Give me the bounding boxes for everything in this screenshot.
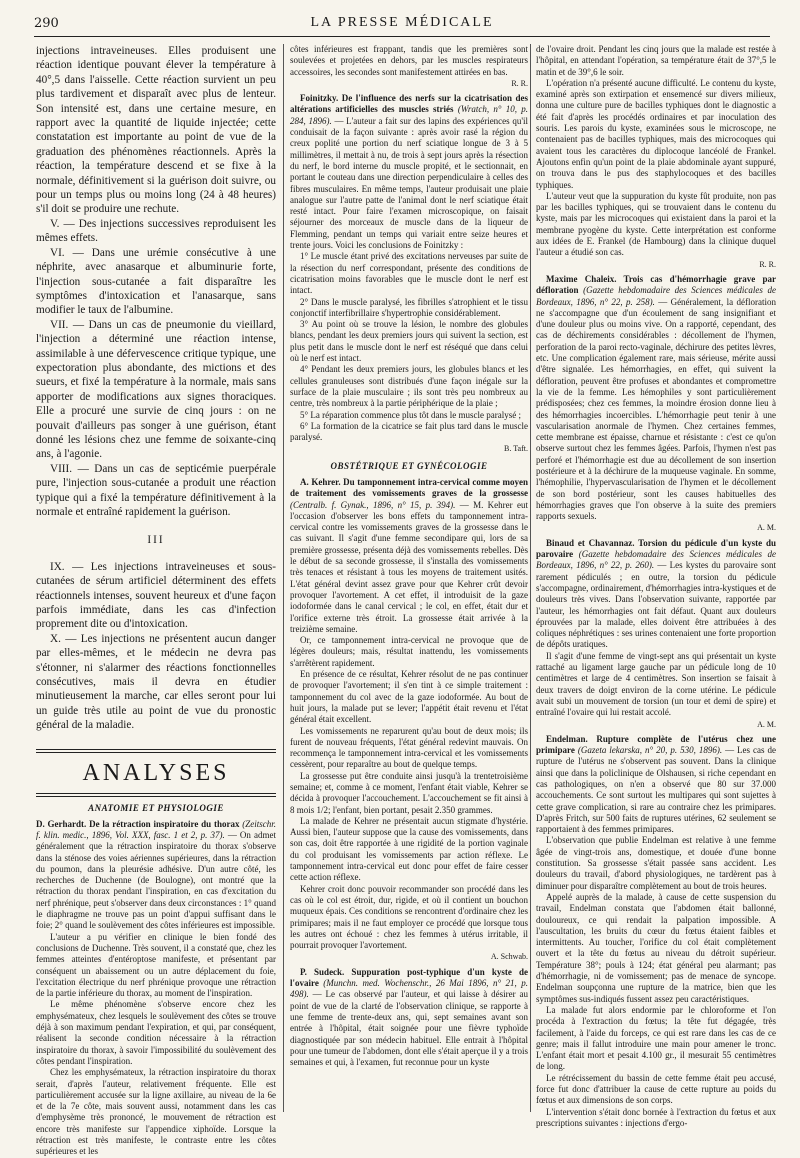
article-title: Binaud et Chavannaz. Torsion du pédicule d'un kyste du parovaire	[536, 537, 776, 560]
article-text: — M. Kehrer eut l'occasion d'observer les bons effets du tamponnement intra-cervical contre les vomissements graves de la grossesse dans le cas suivant. Il s'agit d'une femme secondipare qui, lors de sa première grossesse, présenta déjà des vomissements rebelles. Dès le début de sa seconde grossesse, il s'installa des vomissements très tenaces et résistant à tous les moyens de traitement usités. L'état général devint assez grave pour que Kehrer crût devoir provoquer l'avortement. A cet effet, il introduisit de la gaze iodoformée dans le canal cervical ; le col, en effet, était dur et l'orifice externe très étroit. La grossesse était arrivée à la treizième semaine.	[290, 499, 528, 634]
signature: R. R.	[759, 259, 776, 269]
article-source: (Munchn. med. Wochenschr., 26 Mai 1896, n° 21, p. 498).	[290, 978, 528, 1000]
signature: A. Schwab.	[490, 952, 528, 962]
article-text: — Les kystes du parovaire sont rarement pédiculés ; en outre, la torsion du pédicule s'accompagne, ordinairement, d'hémorrhagies intra-kystiques et de douleurs très vives. Dans l'observation suivante, rapportée par l'auteur, les hémorrhagies ont fait défaut. Quant aux douleurs éprouvées par la malade, elles doivent être attribuées à des coliques néphrétiques : ses urines contenaient une forte proportion de dépôts uratiques.	[536, 560, 776, 650]
paragraph: 6° La formation de la cicatrice se fait plus tard dans le muscle paralysé.	[290, 420, 528, 443]
column-divider	[530, 44, 531, 1112]
paragraph: La malade de Kehrer ne présentait aucun stigmate d'hystérie. Aussi bien, l'auteur suppose que la cause des vomissements, dans son cas, doit être rapportée à une rigidité de la portion vaginale du col produisant les vomissements par action réflexe. Le tamponnement intra-cervical eut donc pour effet de faire cesser cette action réflexe.	[290, 815, 528, 883]
article-intro	[536, 274, 776, 523]
paragraph: Il s'agit d'une femme de vingt-sept ans qui présentait un kyste rattaché au ligament large gauche par un pédicule long de 10 centimètres et large de 4 centimètres. Son insertion se faisait à deux travers de doigt environ de la corne utérine. Le pédicule avait subi un mouvement de torsion (un tour et demi de spire) et entraîné l'ovaire qui lui restait accolé.	[536, 650, 776, 718]
signature: R. R.	[511, 78, 528, 88]
article-text: — L'auteur a fait sur des lapins des expériences qu'il conduisait de la façon suivante : après avoir rasé la région du creux poplité une portion du nerf sciatique longue de 3 à 5 millimètres, il mettait à nu, de trois à sept jours après la résection du nerf, le bord interne du muscle propité, et le sectionnait, en portant le couteau dans une direction perpendiculaire à celles des fibres musculaires. En même temps, l'auteur produisait une plaie analogue sur l'autre patte de l'animal dont le nerf sciatique était resté intact. Pour faire l'examen microscopique, on faisait séjourner des morceaux de muscle dans de la liqueur de Flemming, pendant un temps qui variait entre seize heures et trente jours. Voici les conclusions de Foinitzky :	[290, 115, 529, 251]
paragraph: Les vomissements ne reparurent qu'au bout de deux mois; ils furent de nouveau fréquents, l'état général redevint mauvais. On recommença le tamponnement intra-cervical et les vomissements cessèrent, pour reparaître au bout de quelque temps.	[290, 725, 528, 770]
signature: A. M.	[757, 719, 776, 729]
article-intro	[290, 93, 528, 251]
article-title: Foinitzky. De l'influence des nerfs sur la cicatrisation des altérations artificielles des muscles striés	[290, 93, 528, 115]
article-text: — On admet généralement que la rétraction inspiratoire du thorax s'observe dans la sténose des voies aériennes supérieures, dans la rétraction du poumon, dans la pleurésie adhésive. D'un autre côté, les recherches de Duchenne (de Boulogne), ont montré que la rétraction du thorax pendant l'inspiration, en cas d'excitation du nerf phrénique, peut s'observer dans deux circonstances : 1° quand le diaphragme ne trouve pas un point d'appui suffisant dans le foie; 2° quand le soulèvement des côtes inférieures est impossible.	[36, 829, 277, 931]
article-text: — Généralement, la défloration ne s'accompagne que d'un écoulement de sang insignifiant et d'une douleur plus ou moins vive. On a rapporté, cependant, des cas de déchirements considérables : décollement de l'hymen, perforation de la paroi recto-vaginale, déchirure des petites lèvres, etc. Une complication également rare, mais sérieuse, mérite aussi d'être signalée. Les hémorrhagies, en effet, qui suivent la défloration, peuvent être profuses et abondantes et compromettre la vie de la femme. Les hémophiles y sont particulièrement prédisposées; chez ces femmes, la moindre érosion donne lieu à des hémorrhagies incoercibles. L'hémorrhagie peut tenir à une vascularisation anormale de l'hymen. Chez certaines femmes, cette membrane est épaisse, charnue et résistante : c'est ce qu'on observe surtout chez les femmes âgées. Parfois, l'hymen n'est pas perforé et l'hémorrhagie est due au décollement de son insertion postérieure et à la déchirure de la muqueuse vaginale. En somme, l'hémophilie, l'hypervascularisation de l'hymen et le décollement de son bord postérieur, sont les causes habituelles des hémorrhagies graves que l'on observe à la suite des premiers rapports sexuels.	[536, 296, 776, 522]
article-intro	[536, 734, 776, 836]
page-number: 290	[34, 16, 59, 31]
paragraph: Kehrer croit donc pouvoir recommander son procédé dans les cas où le col est étroit, dur, rigide, et où il contient un bouchon muqueux épais. Ces conditions se rencontrent d'ordinaire chez les primipares; mais il ne faut employer ce procédé que lorsque tous les autres ont échoué : chez les femmes à utérus irritable, il pourrait provoquer l'avortement.	[290, 883, 528, 951]
article-text: — Les cas de rupture de l'utérus ne s'observent pas souvent. Dans la clinique ainsi que dans la policlinique de Olshausen, si riche cependant en cas pathologiques, on n'en a observé que 80 sur 37.000 accouchements. Ce sont surtout les multipares qui sont sujettes à cette grave complication, si rare au contraire chez les primipares. D'après Fritch, sur 500 faits de ruptures utérines, 62 seulement se rapportaient à des femmes primipares.	[536, 745, 776, 835]
paragraph: Or, ce tamponnement intra-cervical ne provoque que de légères douleurs; mais, résultat inattendu, les vomissements s'arrêtèrent rapidement.	[290, 635, 528, 668]
paragraph: En présence de ce résultat, Kehrer résolut de ne pas continuer de provoquer l'avortement; il s'en tint à ce simple traitement : tamponnement du col avec de la gaze iodoformée. Au bout de huit jours, la malade put se lever; l'appétit était revenu et l'état général était excellent.	[290, 669, 528, 725]
paragraph: 4° Pendant les deux premiers jours, les globules blancs et les cellules granuleuses sont distribués d'une façon inégale sur la surface de la plaie musculaire ; ils sont très peu nombreux au centre, très nombreux à la partie périphérique de la plaie ;	[290, 364, 528, 409]
article-title: D. Gerhardt. De la rétraction inspiratoire du thorax	[36, 818, 240, 829]
paragraph: 5° La réparation commence plus tôt dans le muscle paralysé ;	[300, 409, 522, 420]
subsection-heading: ANATOMIE ET PHYSIOLOGIE	[88, 802, 224, 813]
paragraph: IX. — Les injections intraveineuses et sous-cutanées de sérum artificiel déterminent des effets réactionnels intenses, souvent heureux et d'une façon parfois immédiate, dans les cas d'infection proprement dite ou d'intoxication.	[36, 560, 276, 631]
paragraph: de l'ovaire droit. Pendant les cinq jours que la malade est restée à l'hôpital, en attendant l'opération, sa température était de 37°,5 le matin et de 39°,6 le soir.	[536, 44, 776, 77]
paragraph: côtes inférieures est frappant, tandis que les premières sont soulevées et projetées en dehors, par les muscles respirateurs accessoires, les secondes sont manifestement attirées en bas.	[290, 44, 528, 77]
paragraph: Appelé auprès de la malade, à cause de cette suspension du travail, Endelman constata que l'abdomen était ballonné, douloureux, ce qui rendait la palpation impossible. A l'auscultation, les bruits du cœur du fœtus étaient faibles et intermittents. Au toucher, l'orifice du col était complètement ouvert et la tête du fœtus au niveau du détroit supérieur. Température 38°; pouls à 124; état général peu alarmant; pas d'hémorrhagie, ni de vomissement; pas de menace de syncope. Endelman soupçonna une rupture de la matrice, bien que les symptômes sus-indiqués fussent assez peu caractéristiques.	[536, 891, 776, 1004]
paragraph: L'auteur a pu vérifier en clinique le bien fondé des conclusions de Duchenne. Très souvent, il a constaté que, chez les femmes atteintes d'entéroptose manifeste, et présentant par conséquent un abaissement ou un autre déplacement du foie, l'excitation électrique du nerf phrénique provoque une rétraction de la partie inférieure du thorax, au moment de l'inspiration.	[36, 931, 276, 999]
paragraph: L'opération n'a présenté aucune difficulté. Le contenu du kyste, examiné après son extirpation et ensemencé sur divers milieux, donna une culture pure de bacilles typhiques dont le diagnostic a été fait d'après les procédés ordinaires et par inoculation des souris. Les parois du kyste, examinées sous le microscope, ne contenaient pas de bacilles typhiques, mais des microcoques qui avaient tous les caractères du diplocoque lancéolé de Frankel. Ajoutons enfin qu'un point de la plaie abdominale ayant suppuré, on trouva dans le pus des staphylocoques et des bacilles typhiques.	[536, 77, 776, 190]
column-2	[290, 44, 528, 1112]
paragraph: 1° Le muscle étant privé des excitations nerveuses par suite de la résection du nerf correspondant, présente des conditions de cicatrisation moins favorables que le muscle dont le nerf est intact.	[290, 251, 528, 296]
article-source: (Centralb. f. Gynak., 1896, n° 15, p. 394).	[290, 499, 456, 510]
article-source: (Zeitschr. f. klin. medic., 1896, Vol. XXX, fasc. 1 et 2, p. 37).	[36, 818, 277, 840]
article-text: — Le cas observé par l'auteur, et qui laisse à désirer au point de vue de la clarté de l'observation clinique, se rapporte à une femme de trente-deux ans, qui, sept semaines avant son entrée à l'hôpital, était soignée pour une fièvre typhoïde diagnostiquée par son médecin habituel. Elle entrait à l'hôpital pour une tumeur de l'abdomen, dont elle s'était aperçue il y a trois semaines et qui, à l'examen, fut reconnue pour un kyste	[290, 989, 528, 1068]
column-divider	[283, 44, 284, 1112]
signature: B. Taft.	[504, 444, 528, 454]
column-1	[36, 44, 277, 1157]
article-intro	[290, 967, 528, 1069]
paragraph: X. — Les injections ne présentent aucun danger par elles-mêmes, et le médecin ne devra pas s'étonner, ni s'alarmer des réactions fonctionnelles consécutives, mais il devra en étudier minutieusement la marche, car elles seront pour lui un guide très utile au point de vue du pronostic général de la maladie.	[36, 632, 276, 732]
subsection-heading: OBSTÉTRIQUE ET GYNÉCOLOGIE	[330, 460, 488, 471]
paragraph: La grossesse put être conduite ainsi jusqu'à la trentetroisième semaine; et, comme à ce moment, l'enfant était viable, Kehrer se décida à provoquer l'accouchement. L'accouchement se fit ainsi à 8 mois 1/2; l'enfant, bien portant, pesait 2.350 grammes.	[290, 770, 528, 815]
paragraph: 2° Dans le muscle paralysé, les fibrilles s'atrophient et le tissu conjonctif interfibrillaire s'hypertrophie considérablement.	[290, 296, 528, 318]
article-source: (Gazeta lekarska, n° 20, p. 530, 1896).	[577, 745, 723, 756]
article-title: Endelman. Rupture complète de l'utérus chez une primipare	[536, 733, 776, 756]
article-intro	[36, 819, 276, 932]
article-source: (Gazette hebdomadaire des Sciences médicales de Bordeaux, 1896, n° 22, p. 260).	[536, 549, 777, 571]
paragraph: L'auteur veut que la suppuration du kyste fût produite, non pas par les bacilles typhiques, qui se trouvaient dans le contenu du kyste, mais par les microcoques qui existaient dans la paroi et la membrane pyogène du kyste. Cette interprétation est conforme aux idées de E. Frankel (de Hambourg) dans la clinique duquel l'auteur a étudié son cas.	[536, 190, 776, 258]
paragraph: injections intraveineuses. Elles produisent une réaction identique pouvant élever la température à 40°,5 dans l'aisselle. Cette réaction survient un peu plus tardivement et disparaît avec plus de lenteur. Son intensité est, dans une certaine mesure, en rapport avec la quantité de liquide injectée; cette constatation est importante au point de vue de la graduation des phénomènes réactionnels. Après la réaction, la température descend et se fixe à la normale, définitivement si la guérison doit suivre, ou pour un temps plus ou moins long (24 à 48 heures) s'il doit se produire une rechute.	[36, 45, 276, 216]
article-title: P. Sudeck. Suppuration post-typhique d'un kyste de l'ovaire	[290, 966, 528, 989]
article-source: (Gazette hebdomadaire des Sciences médicales de Bordeaux, 1896, n° 22, p. 258).	[536, 285, 777, 307]
article-title: Maxime Chaleix. Trois cas d'hémorrhagie grave par défloration	[536, 273, 776, 296]
article-source: (Wratch, n° 10, p. 284, 1896).	[290, 104, 528, 126]
paragraph: L'observation que publie Endelman est relative à une femme âgée de vingt-trois ans, domestique, et douée d'une bonne constitution. Sa grossesse s'était passée sans accident. Les douleurs du travail, d'abord physiologiques, ne tardèrent pas à diminuer pour disparaître complètement au bout de trois heures.	[536, 835, 776, 891]
section-numeral: III	[147, 534, 165, 547]
paragraph: La malade fut alors endormie par le chloroforme et l'on procéda à l'extraction du fœtus; la tête fut dégagée, très facilement, à l'aide du forceps, ce qui est rare dans les cas de ce genre; mais il fallut introduire une main pour amener le tronc. L'enfant était mort et pesait 4.100 gr., il mesurait 55 centimètres de long.	[536, 1004, 776, 1072]
article-intro	[536, 538, 776, 651]
paragraph: Le même phénomène s'observe encore chez les emphysémateux, chez lesquels le soulèvement des côtes se trouve déjà à son maximum pendant l'expiration, et qui, par conséquent, réalisent la seconde condition nécessaire à la rétraction inspiratoire du thorax, à savoir l'impossibilité du soulèvement des côtes pendant l'inspiration.	[36, 999, 276, 1066]
paragraph: Le rétrécissement du bassin de cette femme était peu accusé, force fut donc d'attribuer la cause de cette rupture au poids du fœtus et aux dimensions de son corps.	[536, 1072, 776, 1106]
page-header	[34, 14, 770, 37]
paragraph: V. — Des injections successives reproduisent les mêmes effets.	[36, 217, 276, 245]
paragraph: VI. — Dans une urémie consécutive à une néphrite, avec anasarque et albuminurie forte, l'injection sous-cutanée a fait disparaître les symptômes d'intoxication et l'anasarque, sans modifier le taux de l'albumine.	[36, 246, 276, 317]
paragraph: 3° Au point où se trouve la lésion, le nombre des globules blancs, pendant les deux premiers jours qui suivent la section, est plus petit dans le muscle dont le nerf est réséqué que dans celui où le nerf est intact.	[290, 319, 528, 364]
paragraph: VIII. — Dans un cas de septicémie puerpérale pure, l'injection sous-cutanée a produit une réaction typique qui a fixé la température définitivement à la normale et entraîné rapidement la guérison.	[36, 462, 276, 518]
section-title-analyses: ANALYSES	[36, 749, 276, 797]
article-title: A. Kehrer. Du tamponnement intra-cervical comme moyen de traitement des vomissements graves de la grossesse	[290, 476, 528, 499]
article-intro	[290, 477, 528, 635]
signature: A. M.	[757, 523, 776, 533]
paragraph: L'intervention s'était donc bornée à l'extraction du fœtus et aux prescriptions suivantes : injections d'ergo-	[536, 1106, 776, 1128]
paragraph: Chez les emphysémateux, la rétraction inspiratoire du thorax serait, d'après l'auteur, relativement fréquente. Elle est particulièrement accusée sur la ligne axillaire, au niveau de la 6e et de la 7e côte, mais souvent aussi, notamment dans les cas d'emphysème très prononcé, le mouvement de rétraction est encore très manifeste sur l'appendice xiphoïde. Lorsque la rétraction est très manifeste, le contraste entre les côtes supérieures et les	[36, 1067, 276, 1157]
paragraph: VII. — Dans un cas de pneumonie du vieillard, l'injection a déterminé une réaction intense, assimilable à une défervescence critique typique, une expectoration plus abondante, des mictions et des sueurs, et fixé la température à la normale, mais sans apporter de modifications aux signes thoraciques. Elle a procuré une survie de cinq jours : on ne pouvait d'ailleurs pas songer à une guérison, étant donné les lésions chez une femme de soixante-cinq ans, à l'agonie.	[36, 318, 276, 461]
column-3	[536, 44, 777, 1128]
journal-title: LA PRESSE MÉDICALE	[310, 15, 494, 30]
